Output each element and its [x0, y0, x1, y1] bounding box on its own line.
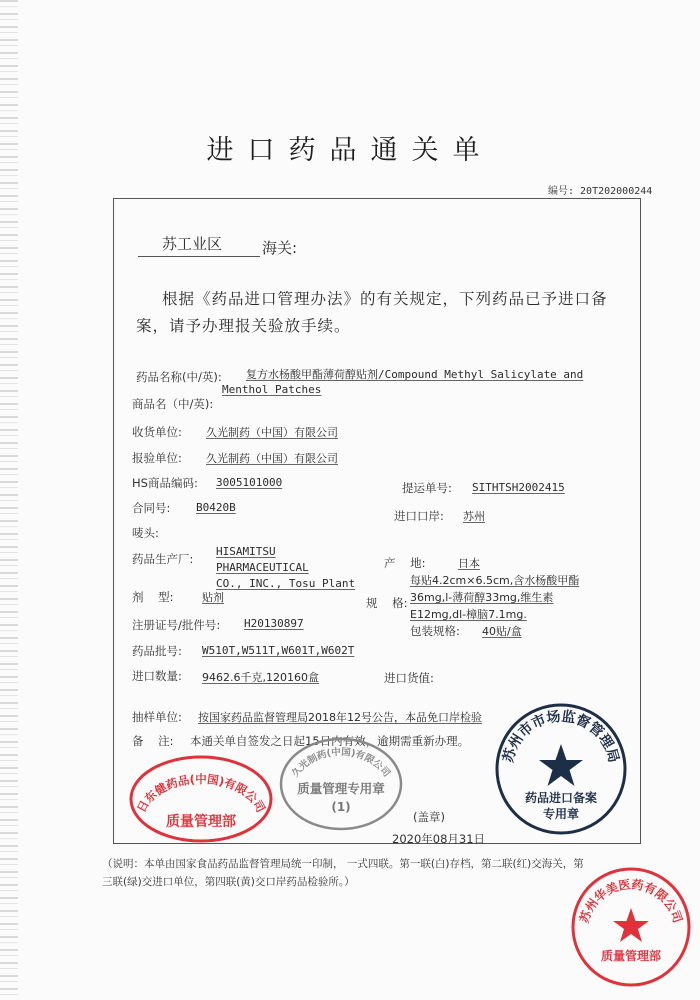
- sampling-label: 抽样单位:: [132, 710, 182, 724]
- qm-stamp-line-2: (1): [331, 800, 351, 814]
- company-stamp-center-text: 质量管理部: [166, 814, 236, 830]
- issue-date: 2020年08月31日: [392, 832, 486, 846]
- fda-stamp-line-2: 专用章: [542, 807, 580, 821]
- drug-name-value-2: Menthol Patches: [222, 383, 322, 396]
- document-number: 编号: 20T202000244: [548, 186, 653, 197]
- customs-underline: [138, 256, 260, 257]
- intro-line-2: 案，请予办理报关验放手续。: [136, 317, 351, 335]
- port-value: 苏州: [463, 510, 485, 523]
- dosage-form-value: 贴剂: [202, 591, 224, 604]
- seal-label: (盖章): [413, 810, 445, 824]
- consignee-value: 久光制药（中国）有限公司: [206, 426, 338, 439]
- declarant-value: 久光制药（中国）有限公司: [206, 452, 338, 465]
- package-label: 包装规格:: [410, 624, 460, 638]
- agent-stamp-arc-text: 苏州华美医药有限公司: [577, 877, 685, 925]
- remark-value: 本通关单自签发之日起15日内有效，逾期需重新办理。: [190, 734, 470, 748]
- quantity-value: 9462.6千克,120160盒: [202, 671, 319, 684]
- qm-stamp-line-1: 质量管理专用章: [297, 781, 385, 796]
- document-title: 进口药品通关单: [206, 135, 494, 166]
- fda-filing-stamp: [492, 700, 630, 838]
- import-value-label: 进口货值:: [384, 671, 434, 685]
- manufacturer-value-3: CO., INC., Tosu Plant: [216, 577, 356, 590]
- manufacturer-value-1: HISAMITSU: [216, 545, 276, 558]
- hs-code-value: 3005101000: [216, 476, 283, 489]
- declarant-label: 报验单位:: [132, 451, 182, 465]
- drug-name-value-1: 复方水杨酸甲酯薄荷醇贴剂/Compound Methyl Salicylate and: [246, 368, 584, 381]
- specification-label: 规 格:: [366, 596, 408, 610]
- customs-value: 苏工业区: [162, 235, 223, 253]
- bill-of-lading-value: SITHTSH2002415: [472, 481, 565, 494]
- svg-text:日东健药品(中国)有限公司: [134, 772, 268, 815]
- manufacturer-label: 药品生产厂:: [132, 552, 194, 566]
- specification-value-2: 36mg,l-薄荷醇33mg,维生素: [410, 591, 554, 604]
- footnote-line-1: （说明：本单由国家食品药品监督管理局统一印制， 一式四联。第一联(白)存档，第二联(红)交海关，第: [102, 858, 584, 870]
- drug-name-label: 药品名称(中/英):: [136, 370, 222, 384]
- contract-value: B0420B: [196, 501, 236, 514]
- origin-value: 日本: [458, 557, 480, 570]
- customs-suffix: 海关:: [262, 239, 298, 257]
- company-quality-stamp: [126, 752, 276, 846]
- sampling-value: 按国家药品监督管理局2018年12号公告，本品免口岸检验: [198, 711, 482, 724]
- agent-stamp-center-text: 质量管理部: [600, 949, 662, 963]
- intro-line-1: 根据《药品进口管理办法》的有关规定，下列药品已予进口备: [162, 290, 608, 308]
- manufacturer-value-2: PHARMACEUTICAL: [216, 561, 309, 574]
- quantity-label: 进口数量:: [132, 669, 182, 683]
- port-label: 进口口岸:: [394, 509, 444, 523]
- consignee-label: 收货单位:: [132, 425, 182, 439]
- svg-text:久光制药(中国)有限公司: [289, 746, 393, 779]
- remark-label: 备 注:: [132, 734, 174, 748]
- footnote-line-2: 三联(绿)交进口单位，第四联(黄)交口岸药品检验所。）: [102, 876, 355, 888]
- bill-of-lading-label: 提运单号:: [402, 481, 452, 495]
- registration-label: 注册证号/批件号:: [132, 618, 221, 632]
- company-stamp-arc-text: 日东健药品(中国)有限公司: [133, 772, 269, 815]
- batch-value: W510T,W511T,W601T,W602T: [202, 644, 355, 657]
- package-value: 40贴/盒: [482, 625, 522, 638]
- contract-label: 合同号:: [132, 501, 171, 515]
- specification-value-1: 每贴4.2cm×6.5cm,含水杨酸甲酯: [410, 574, 580, 587]
- batch-label: 药品批号:: [132, 644, 182, 658]
- dosage-form-label: 剂 型:: [132, 590, 174, 604]
- trade-name-label: 商品名（中/英):: [132, 397, 214, 411]
- fda-stamp-line-1: 药品进口备案: [524, 791, 598, 805]
- mark-label: 唛头:: [132, 526, 159, 540]
- agent-quality-stamp: [568, 864, 694, 990]
- registration-value: H20130897: [244, 617, 304, 630]
- fda-stamp-arc-text: 苏州市市场监督管理局: [500, 708, 622, 765]
- qm-special-stamp: [276, 732, 406, 832]
- qm-stamp-arc-text: 久光制药(中国)有限公司: [289, 746, 393, 780]
- star-icon: [539, 744, 583, 786]
- star-icon: [613, 908, 649, 942]
- specification-value-3: E12mg,dl-樟脑7.1mg.: [410, 608, 527, 621]
- origin-label: 产 地:: [384, 556, 426, 570]
- hs-code-label: HS商品编码:: [132, 476, 198, 490]
